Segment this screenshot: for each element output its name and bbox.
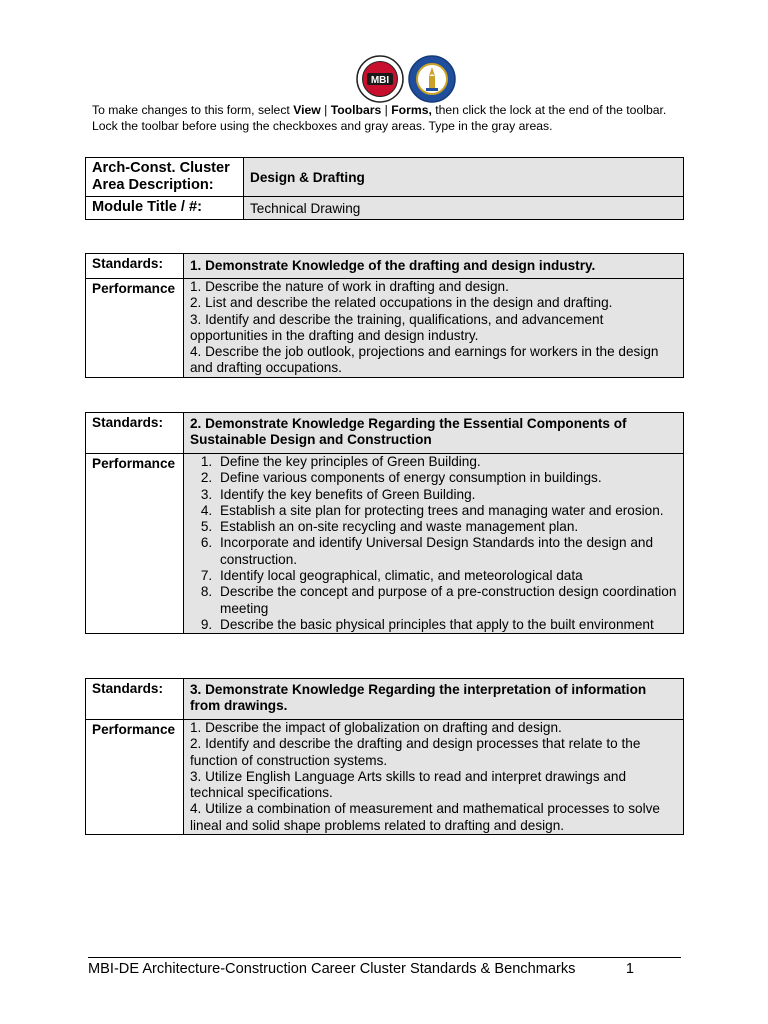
performance-label: Performance (86, 720, 184, 835)
instructions-part1: To make changes to this form, select (92, 103, 294, 117)
area-description-label: Arch-Const. Cluster Area Description: (86, 158, 244, 197)
module-header-table (85, 157, 684, 220)
performance-item: 2. Define various components of energy consumption in buildings. (216, 470, 677, 486)
standard-1-title-field[interactable]: 1. Demonstrate Knowledge of the drafting and design industry. (184, 254, 684, 279)
standard-2-table (85, 412, 684, 634)
standard-3-performance-field[interactable] (184, 720, 684, 835)
performance-line: 3. Utilize English Language Arts skills to read and interpret drawings and technical specifications. (190, 768, 627, 801)
performance-line: 3. Identify and describe the training, qualifications, and advancement opportunities in the drafting and design industry. (190, 311, 604, 343)
standard-3-title-field[interactable]: 3. Demonstrate Knowledge Regarding the interpretation of information from drawings. (184, 679, 684, 720)
iowa-education-seal (409, 56, 455, 102)
page-footer (88, 957, 681, 977)
mbi-logo-text: MBI (370, 75, 390, 86)
menu-forms: Forms, (391, 103, 432, 117)
area-description-field[interactable]: Design & Drafting (244, 158, 684, 197)
menu-view: View (293, 103, 321, 117)
standard-1-table (85, 253, 684, 378)
performance-item: 3. Identify the key benefits of Green Building. (216, 487, 677, 503)
performance-line: 1. Describe the nature of work in drafting and design. (190, 279, 509, 294)
mbi-logo (357, 56, 403, 102)
standards-label: Standards: (86, 679, 184, 720)
performance-item: 6. Incorporate and identify Universal Design Standards into the design and construction. (216, 535, 677, 568)
performance-line: 2. Identify and describe the drafting and design processes that relate to the function of construction systems. (190, 736, 641, 768)
performance-item: 5. Establish an on-site recycling and waste management plan. (216, 519, 677, 535)
performance-item: 8. Describe the concept and purpose of a pre-construction design coordination meeting (216, 584, 677, 617)
header-logos (356, 54, 456, 104)
menu-separator: | (320, 103, 331, 117)
standards-label: Standards: (86, 413, 184, 454)
instructions-part2: then click the lock at the end of the toolbar. Lock the toolbar before using the checkboxes and gray areas. Type in the gray areas. (92, 103, 667, 133)
performance-label: Performance (86, 279, 184, 378)
performance-item: 1. Define the key principles of Green Building. (216, 454, 677, 470)
standard-3-table (85, 678, 684, 835)
menu-toolbars: Toolbars (330, 103, 382, 117)
standard-2-performance-field[interactable] (184, 454, 684, 634)
performance-line: 4. Utilize a combination of measurement and mathematical processes to solve lineal and solid shape problems related to drafting and design. (190, 801, 660, 833)
performance-item: 7. Identify local geographical, climatic, and meteorological data (216, 568, 677, 584)
performance-label: Performance (86, 454, 184, 634)
performance-item: 9. Describe the basic physical principles that apply to the built environment (216, 617, 677, 633)
form-instructions (92, 103, 692, 134)
standard-2-title-field[interactable]: 2. Demonstrate Knowledge Regarding the Essential Components of Sustainable Design and Construction (184, 413, 684, 454)
standard-1-performance-field[interactable] (184, 279, 684, 378)
performance-line: 2. List and describe the related occupations in the design and drafting. (190, 295, 613, 311)
menu-separator: | (381, 103, 392, 117)
page-number: 1 (625, 961, 634, 977)
module-title-label: Module Title / #: (86, 197, 244, 220)
footer-title: MBI-DE Architecture-Construction Career Cluster Standards & Benchmarks (88, 961, 576, 977)
standards-label: Standards: (86, 254, 184, 279)
performance-line: 1. Describe the impact of globalization on drafting and design. (190, 720, 562, 735)
performance-item: 4. Establish a site plan for protecting trees and managing water and erosion. (216, 503, 677, 519)
module-title-field[interactable]: Technical Drawing (244, 197, 684, 220)
performance-line: 4. Describe the job outlook, projections and earnings for workers in the design and drafting occupations. (190, 344, 659, 376)
